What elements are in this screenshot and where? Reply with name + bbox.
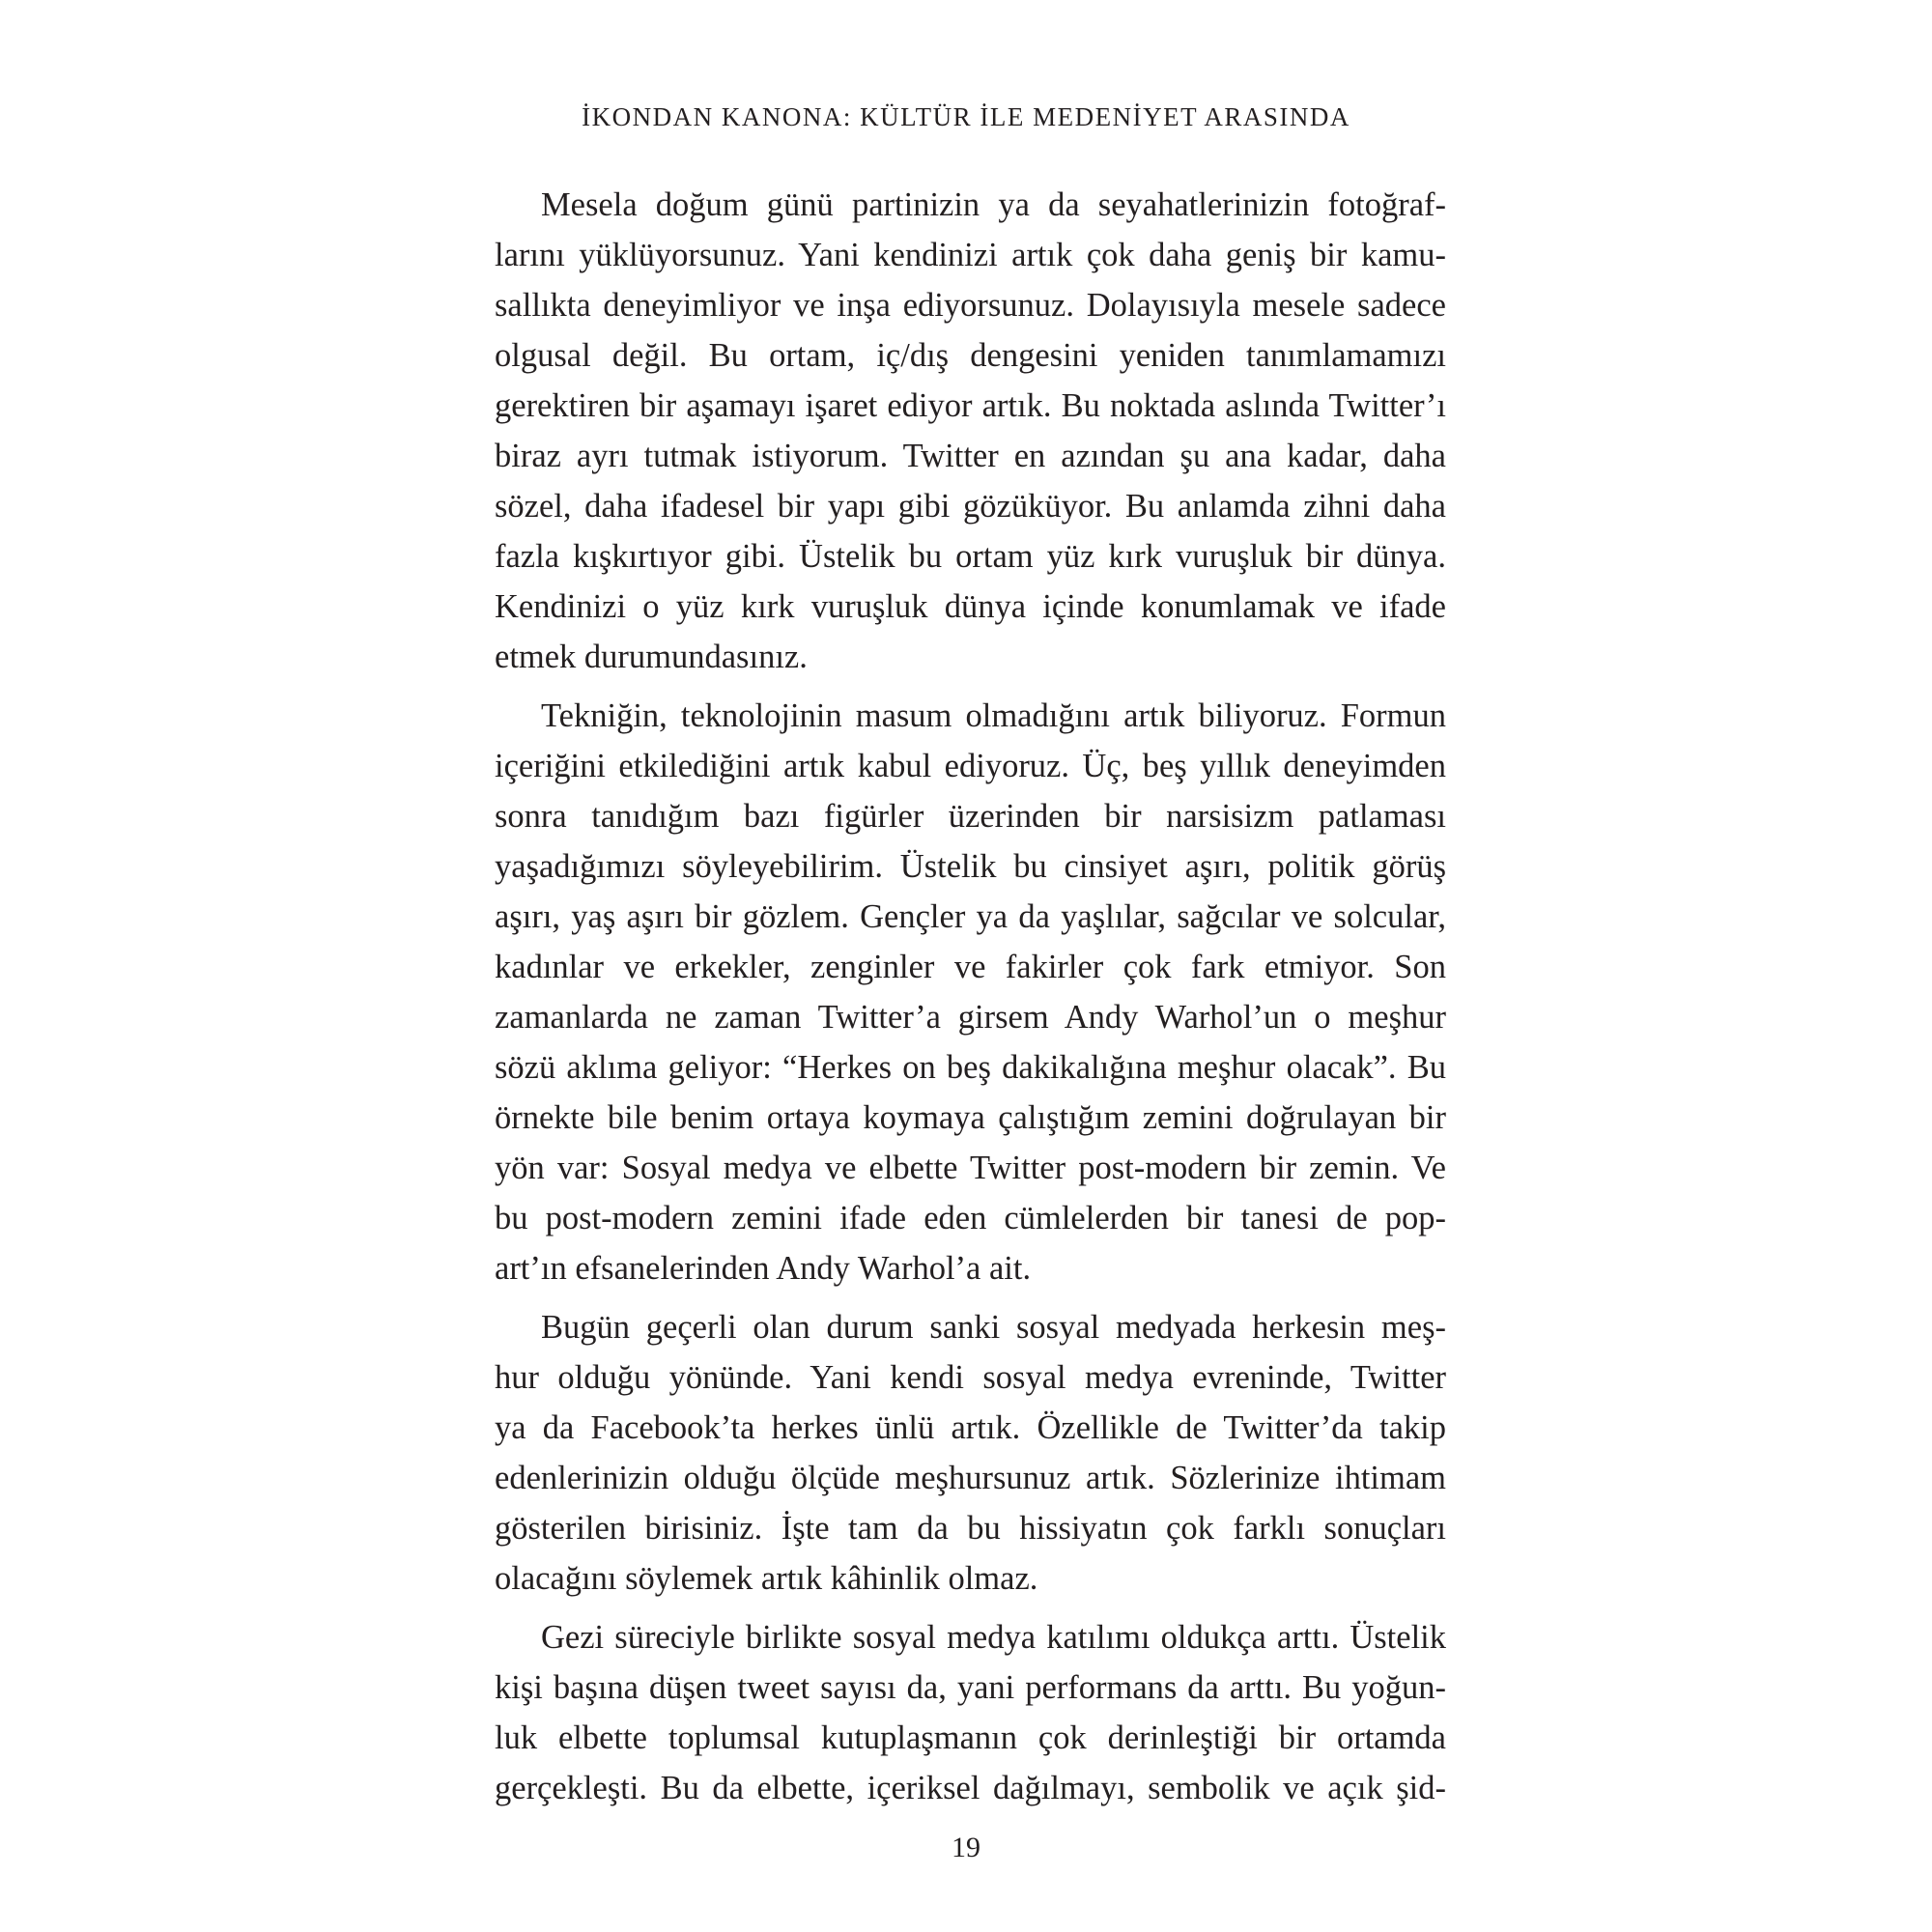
text-line: Kendinizi o yüz kırk vuruşluk dünya içinde konumlamak ve ifade: [495, 588, 1446, 625]
paragraph-spacing: [495, 1604, 1446, 1612]
text-line: zamanlarda ne zaman Twitter’a girsem Andy Warhol’un o meşhur: [495, 999, 1446, 1036]
text-line: edenlerinizin olduğu ölçüde meşhursunuz artık. Sözlerinize ihtimam: [495, 1460, 1446, 1496]
text-line: hur olduğu yönünde. Yani kendi sosyal medya evreninde, Twitter: [495, 1359, 1446, 1396]
text-line: luk elbette toplumsal kutuplaşmanın çok derinleştiği bir ortamda: [495, 1719, 1446, 1756]
paragraph-1: [495, 180, 1446, 682]
text-line: olacağını söylemek artık kâhinlik olmaz.: [495, 1560, 1038, 1597]
text-line: Tekniğin, teknolojinin masum olmadığını artık biliyoruz. Formun: [541, 697, 1446, 734]
paragraph-4: [495, 1612, 1446, 1813]
text-line: sonra tanıdığım bazı figürler üzerinden bir narsisizm patlaması: [495, 798, 1446, 835]
text-line: Gezi süreciyle birlikte sosyal medya katılımı oldukça arttı. Üstelik: [541, 1619, 1446, 1656]
text-line: aşırı, yaş aşırı bir gözlem. Gençler ya da yaşlılar, sağcılar ve solcular,: [495, 898, 1446, 935]
text-line: Bugün geçerli olan durum sanki sosyal medyada herkesin meş-: [541, 1309, 1446, 1346]
text-line: gösterilen birisiniz. İşte tam da bu hissiyatın çok farklı sonuçları: [495, 1510, 1446, 1547]
text-line: biraz ayrı tutmak istiyorum. Twitter en azından şu ana kadar, daha: [495, 438, 1446, 474]
text-line: olgusal değil. Bu ortam, iç/dış dengesini yeniden tanımlamamızı: [495, 337, 1446, 374]
text-line: yaşadığımızı söyleyebilirim. Üstelik bu cinsiyet aşırı, politik görüş: [495, 848, 1446, 885]
page-number: 19: [952, 1832, 980, 1863]
text-line: içeriğini etkilediğini artık kabul ediyoruz. Üç, beş yıllık deneyimden: [495, 748, 1446, 784]
text-line: bu post-modern zemini ifade eden cümlelerden bir tanesi de pop-: [495, 1200, 1446, 1236]
text-line: örnekte bile benim ortaya koymaya çalıştığım zemini doğrulayan bir: [495, 1099, 1446, 1136]
paragraph-spacing: [495, 682, 1446, 691]
text-line: Mesela doğum günü partinizin ya da seyahatlerinizin fotoğraf-: [541, 186, 1446, 223]
paragraph-spacing: [495, 1293, 1446, 1302]
text-line: kadınlar ve erkekler, zenginler ve fakirler çok fark etmiyor. Son: [495, 949, 1446, 985]
text-line: sözel, daha ifadesel bir yapı gibi gözüküyor. Bu anlamda zihni daha: [495, 488, 1446, 525]
paragraph-3: [495, 1302, 1446, 1604]
text-line: larını yüklüyorsunuz. Yani kendinizi artık çok daha geniş bir kamu-: [495, 237, 1446, 273]
text-line: sözü aklıma geliyor: “Herkes on beş dakikalığına meşhur olacak”. Bu: [495, 1049, 1446, 1086]
body-text: [495, 180, 1446, 1813]
text-line: kişi başına düşen tweet sayısı da, yani performans da arttı. Bu yoğun-: [495, 1669, 1446, 1706]
paragraph-2: [495, 691, 1446, 1293]
text-line: art’ın efsanelerinden Andy Warhol’a ait.: [495, 1250, 1032, 1287]
text-line: ya da Facebook’ta herkes ünlü artık. Özellikle de Twitter’da takip: [495, 1409, 1446, 1446]
text-line: fazla kışkırtıyor gibi. Üstelik bu ortam yüz kırk vuruşluk bir dünya.: [495, 538, 1446, 575]
text-line: sallıkta deneyimliyor ve inşa ediyorsunuz. Dolayısıyla mesele sadece: [495, 287, 1446, 324]
text-line: gerçekleşti. Bu da elbette, içeriksel dağılmayı, sembolik ve açık şid-: [495, 1770, 1446, 1806]
text-line: gerektiren bir aşamayı işaret ediyor artık. Bu noktada aslında Twitter’ı: [495, 387, 1446, 424]
text-line: etmek durumundasınız.: [495, 639, 808, 675]
text-line: yön var: Sosyal medya ve elbette Twitter post-modern bir zemin. Ve: [495, 1150, 1446, 1186]
running-head: İKONDAN KANONA: KÜLTÜR İLE MEDENİYET ARASINDA: [582, 102, 1350, 131]
